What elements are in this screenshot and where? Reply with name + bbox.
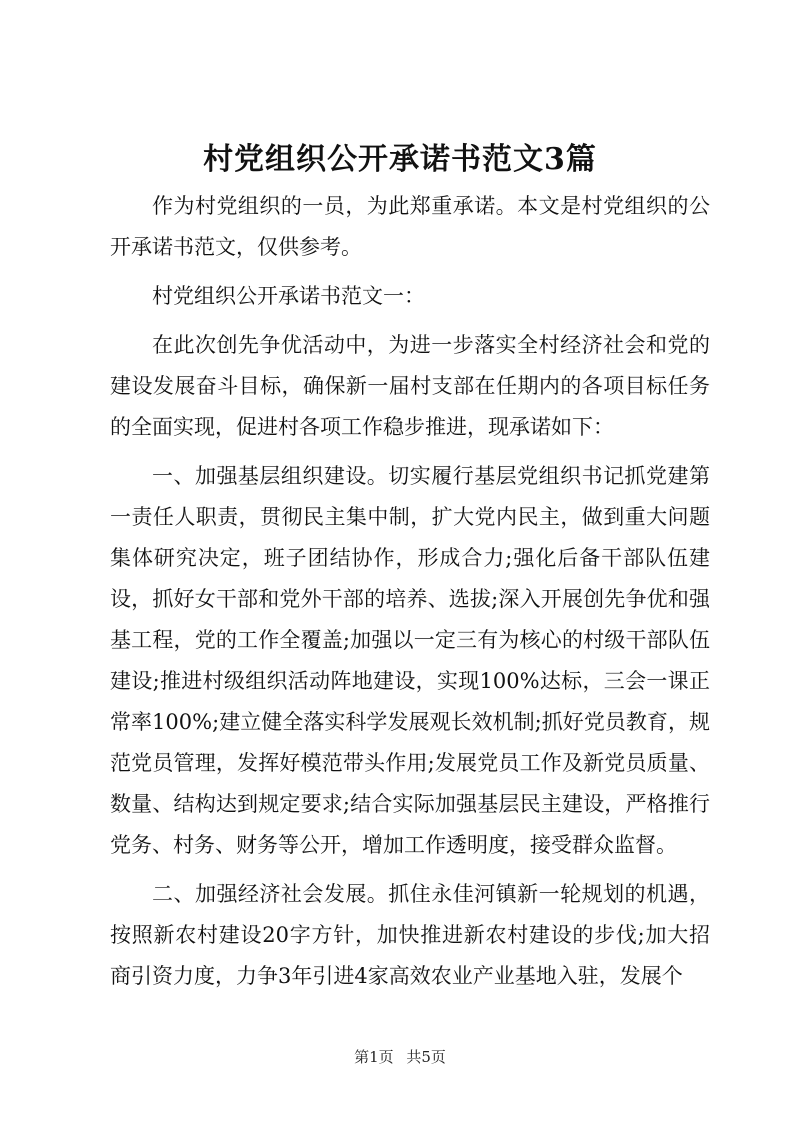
page-footer (0, 1047, 800, 1067)
paragraph-intro: 作为村党组织的一员，为此郑重承诺。本文是村党组织的公开承诺书范文，仅供参考。 (110, 194, 710, 259)
paragraph-item-two: 二、加强经济社会发展。抓住永佳河镇新一轮规划的机遇，按照新农村建设20字方针，加快推进新农村建设的步伐;加大招商引资力度，力争3年引进4家高效农业产业基地入驻，发展个 (110, 882, 710, 988)
page-total: 共5页 (406, 1048, 446, 1066)
paragraph-preamble: 在此次创先争优活动中，为进一步落实全村经济社会和党的建设发展奋斗目标，确保新一届村支部在任期内的各项目标任务的全面实现，促进村各项工作稳步推进，现承诺如下： (110, 333, 710, 439)
document-title: 村党组织公开承诺书范文3篇 (203, 142, 597, 177)
paragraph-heading-one: 村党组织公开承诺书范文一： (152, 284, 425, 308)
document-body (110, 186, 710, 997)
page-number: 第1页 (354, 1048, 394, 1066)
paragraph-item-one: 一、加强基层组织建设。切实履行基层党组织书记抓党建第一责任人职责，贯彻民主集中制，扩大党内民主，做到重大问题集体研究决定，班子团结协作，形成合力;强化后备干部队伍建设，抓好女干部和党外干部的培养、选拔;深入开展创先争优和强基工程，党的工作全覆盖;加强以一定三有为核心的村级干部队伍建设;推进村级组织活动阵地建设，实现100%达标，三会一课正常率100%;建立健全落实科学发展观长效机制;抓好党员教育，规范党员管理，发挥好模范带头作用;发展党员工作及新党员质量、数量、结构达到规定要求;结合实际加强基层民主建设，严格推行党务、村务、财务等公开，增加工作透明度，接受群众监督。 (110, 464, 710, 857)
